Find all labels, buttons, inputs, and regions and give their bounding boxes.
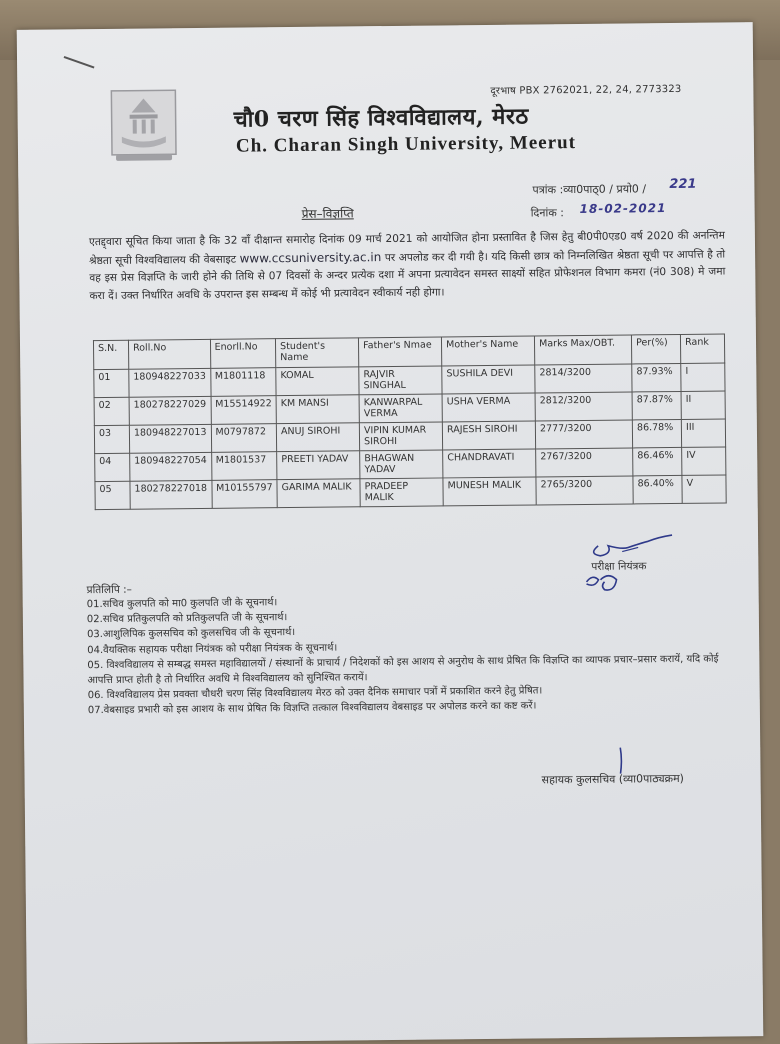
table-cell: M1801537 bbox=[211, 452, 277, 481]
table-cell: RAJESH SIROHI bbox=[442, 421, 535, 450]
signatory-exam-controller: परीक्षा नियंत्रक bbox=[591, 560, 647, 573]
table-cell: CHANDRAVATI bbox=[443, 449, 536, 478]
table-cell: KM MANSI bbox=[276, 395, 359, 424]
table-cell: M1801118 bbox=[210, 368, 276, 397]
table-cell: KOMAL bbox=[276, 367, 359, 396]
table-cell: 86.46% bbox=[633, 447, 682, 476]
table-cell: 03 bbox=[94, 425, 129, 453]
table-cell: 86.40% bbox=[633, 475, 682, 504]
table-cell: M0797872 bbox=[211, 424, 277, 453]
column-header: Student's Name bbox=[276, 338, 359, 368]
table-cell: M15514922 bbox=[211, 396, 277, 425]
date-label: दिनांक : bbox=[530, 206, 565, 220]
table-cell: SUSHILA DEVI bbox=[442, 365, 535, 394]
pen-mark bbox=[64, 56, 95, 69]
table-cell: 04 bbox=[95, 453, 130, 481]
signatory-assistant-registrar: सहायक कुलसचिव (व्या0पाठ्यक्रम) bbox=[541, 771, 685, 787]
reference-number: 221 bbox=[669, 176, 697, 193]
list-item: 07.वेबसाइड प्रभारी को इस आशय के साथ प्रेषित कि विज्ञप्ति तत्काल विश्वविद्यालय वेबसाइड पर अपोलड करने का कष्ट करें। bbox=[87, 700, 537, 717]
table-cell: 180948227033 bbox=[129, 368, 211, 397]
column-header: Father's Nmae bbox=[359, 337, 442, 367]
university-logo-icon bbox=[107, 88, 180, 163]
table-cell: II bbox=[681, 391, 725, 419]
table-cell: 2767/3200 bbox=[536, 448, 633, 477]
table-cell: USHA VERMA bbox=[442, 393, 535, 422]
notice-paragraph bbox=[89, 227, 726, 305]
column-header: Mother's Name bbox=[442, 336, 535, 366]
notice-text-part1: एतद्द्वारा सूचित किया जाता है कि 32 वॉं दीक्षान्त समारोह दिनांक 09 मार्च 2021 को आयोजित होना प्रस्तावित है जिस हेतु बी0पी0एड0 वर्ष 2020 की अनन्तिम श्रेष्ठता सूची विश्वविद्यालय की वेबसाइट bbox=[88, 229, 725, 267]
table-cell: ANUJ SIROHI bbox=[276, 423, 359, 452]
table-cell: 87.87% bbox=[632, 391, 681, 420]
copy-to-list bbox=[87, 590, 738, 718]
table-cell: IV bbox=[682, 447, 726, 475]
press-release-document bbox=[17, 22, 764, 1044]
table-cell: BHAGWAN YADAV bbox=[360, 450, 443, 479]
copy-to-heading: प्रतिलिपि :– bbox=[86, 583, 132, 597]
university-title-english: Ch. Charan Singh University, Meerut bbox=[235, 132, 577, 157]
table-cell: 180278227029 bbox=[129, 396, 211, 425]
table-cell: 87.93% bbox=[632, 363, 681, 392]
list-item: 02.सचिव प्रतिकुलपति को प्रतिकुलपति जी के सूचनार्थ। bbox=[86, 612, 288, 626]
reference-label: पत्रांक :व्या0पाठ्0 / प्रयो0 / bbox=[532, 182, 647, 197]
column-header: Roll.No bbox=[128, 339, 210, 369]
table-cell: III bbox=[681, 419, 725, 447]
website-link[interactable]: www.ccsuniversity.ac.in bbox=[239, 249, 382, 266]
table-cell: KANWARPAL VERMA bbox=[359, 394, 442, 423]
column-header: Enorll.No bbox=[210, 339, 276, 369]
notice-text-part2: पर अपलोड कर दी गयी है। यदि किसी छात्र को निम्नलिखित श्रेष्ठता सूची पर आपत्ति है तो वह इस प्रेस विज्ञप्ति के जारी होने की तिथि से 07 दिवसों के अन्दर प्रत्येक दशा में अपना प्रत्यावेदन समस्त साक्ष्यों सहित प्रोफेशनल विभाग कमरा (नं0 308) मे जमा करा दें। उक्त निर्धारित अवधि के उपरान्त इस सम्बन्ध में कोई भी प्रत्यावेदन स्वीकार्य नही होगा। bbox=[89, 248, 726, 302]
table-cell: M10155797 bbox=[211, 480, 277, 509]
table-cell: 02 bbox=[94, 397, 129, 425]
table-cell: 2814/3200 bbox=[535, 364, 632, 393]
list-item: 05. विश्वविद्यालय से सम्बद्ध समस्त महाविद्यालयों / संस्थानों के प्राचार्य / निदेशकों को इस आशय से अनुरोध के साथ प्रेषित कि विज्ञप्ति का व्यापक प्रचार–प्रसार करायें, यदि कोई आपत्ति प्राप्त होती है तो निर्धारित अवधि मे विश्वविद्यालय को सुनिश्चित करायें। bbox=[87, 653, 719, 687]
table-cell: 180948227013 bbox=[129, 424, 211, 453]
press-release-heading: प्रेस–विज्ञप्ति bbox=[301, 206, 354, 221]
table-cell: VIPIN KUMAR SIROHI bbox=[359, 422, 442, 451]
university-title-hindi: चौ0 चरण सिंह विश्वविद्यालय, मेरठ bbox=[233, 103, 529, 133]
table-cell: I bbox=[681, 363, 725, 391]
table-cell: PREETI YADAV bbox=[277, 451, 360, 480]
table-cell: 180948227054 bbox=[130, 452, 212, 481]
list-item: 06. विश्वविद्यालय प्रेस प्रवक्ता चौधरी चरण सिंह विश्वविद्यालय मेरठ को उक्त दैनिक समाचार पत्रों में प्रकाशित करने हेतु प्रेषित। bbox=[87, 685, 543, 702]
column-header: S.N. bbox=[93, 340, 128, 369]
list-item: 01.सचिव कुलपति को मा0 कुलपति जी के सूचनार्थ। bbox=[86, 597, 278, 611]
list-item: 04.वैयक्तिक सहायक परीक्षा नियंत्रक को परीक्षा नियंत्रक के सूचनार्थ। bbox=[87, 642, 338, 656]
phone-numbers: दूरभाष PBX 2762021, 22, 24, 2773323 bbox=[490, 83, 682, 97]
column-header: Per(%) bbox=[632, 334, 681, 364]
table-cell: 86.78% bbox=[632, 419, 681, 448]
table-cell: 01 bbox=[94, 369, 129, 397]
table-row bbox=[95, 475, 726, 510]
table-cell: 05 bbox=[95, 481, 130, 509]
table-cell: MUNESH MALIK bbox=[443, 477, 536, 506]
column-header: Rank bbox=[681, 334, 725, 363]
table-cell: RAJVIR SINGHAL bbox=[359, 366, 442, 395]
date-value: 18-02-2021 bbox=[579, 201, 667, 216]
table-cell: 2777/3200 bbox=[535, 420, 632, 449]
table-cell: V bbox=[682, 475, 726, 503]
table-cell: 2765/3200 bbox=[536, 476, 633, 505]
column-header: Marks Max/OBT. bbox=[535, 335, 632, 365]
table-cell: 2812/3200 bbox=[535, 392, 632, 421]
table-cell: 180278227018 bbox=[130, 480, 212, 509]
table-cell: PRADEEP MALIK bbox=[360, 478, 443, 507]
list-item: 03.आशुलिपिक कुलसचिव को कुलसचिव जी के सूचनार्थ। bbox=[86, 627, 296, 641]
merit-list-table bbox=[93, 333, 727, 510]
table-cell: GARIMA MALIK bbox=[277, 479, 360, 508]
